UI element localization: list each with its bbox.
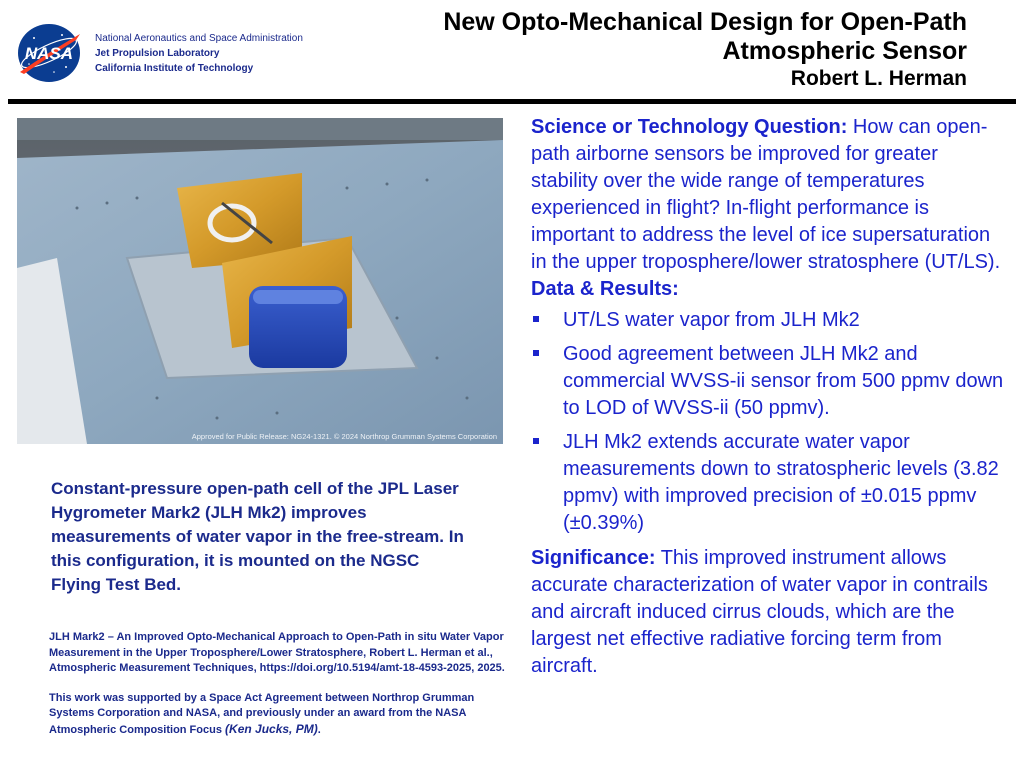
photo-credit: Approved for Public Release: NG24-1321. © 2024 Northrop Grumman Systems Corporation [191, 432, 497, 441]
results-heading: Data & Results: [531, 278, 679, 300]
title-line-1: New Opto-Mechanical Design for Open-Path [443, 8, 967, 36]
bullet-square-icon [533, 350, 539, 356]
org-jpl-name: Jet Propulsion Laboratory [95, 48, 220, 59]
photo-caption: Constant-pressure open-path cell of the JPL Laser Hygrometer Mark2 (JLH Mk2) improves measurements of water vapor in the free-stream. In this configuration, it is mounted on the NGSC Flying Test Bed. [51, 479, 464, 594]
significance-heading: Significance: [531, 547, 656, 569]
significance-section [531, 545, 1009, 680]
organization-block [95, 31, 303, 76]
funding-note [49, 691, 514, 739]
result-item: Good agreement between JLH Mk2 and commercial WVSS-ii sensor from 500 ppmv down to LOD of WVSS-ii (50 ppmv). [531, 341, 1009, 422]
svg-text:NASA: NASA [24, 44, 74, 63]
instrument-photo [17, 118, 503, 444]
header-divider [8, 99, 1016, 104]
funding-end: . [317, 723, 321, 736]
references-block [49, 630, 514, 752]
question-heading: Science or Technology Question: [531, 116, 848, 138]
funding-text: This work was supported by a Space Act Agreement between Northrop Grumman Systems Corporation and NASA, and previously under an award from the NASA Atmospheric Composition Focus [49, 691, 475, 736]
slide-title [443, 8, 967, 91]
org-caltech-name: California Institute of Technology [95, 63, 254, 74]
bullet-square-icon [533, 316, 539, 322]
result-item: JLH Mk2 extends accurate water vapor measurements down to stratospheric levels (3.82 ppmv) with improved precision of ±0.015 ppmv (±0.39%) [531, 429, 1009, 537]
result-item: UT/LS water vapor from JLH Mk2 [531, 307, 1009, 334]
author-name: Robert L. Herman [790, 67, 967, 90]
results-list [531, 307, 1009, 537]
question-section [531, 114, 1009, 276]
nasa-logo [14, 22, 84, 84]
significance-text: This improved instrument allows accurate characterization of water vapor in contrails and aircraft induced cirrus clouds, which are the largest net effective radiative forcing term from aircraft. [531, 547, 988, 677]
org-nasa-name: National Aeronautics and Space Administration [95, 33, 303, 44]
title-line-2: Atmospheric Sensor [722, 37, 967, 65]
question-text: How can open-path airborne sensors be improved for greater stability over the wide range of temperatures experienced in flight? In-flight performance is important to address the level of ice supersaturation in the upper troposphere/lower stratosphere (UT/LS). [531, 116, 1001, 273]
citation: JLH Mark2 – An Improved Opto-Mechanical Approach to Open-Path in situ Water Vapor Measurement in the Upper Troposphere/Lower Stratosphere, Robert L. Herman et al., Atmospheric Measurement Techniques, https://doi.org/10.5194/amt-18-4593-2025, 2025. [49, 631, 505, 674]
program-manager: (Ken Jucks, PM) [225, 721, 318, 736]
right-column [531, 114, 1009, 680]
bullet-square-icon [533, 438, 539, 444]
